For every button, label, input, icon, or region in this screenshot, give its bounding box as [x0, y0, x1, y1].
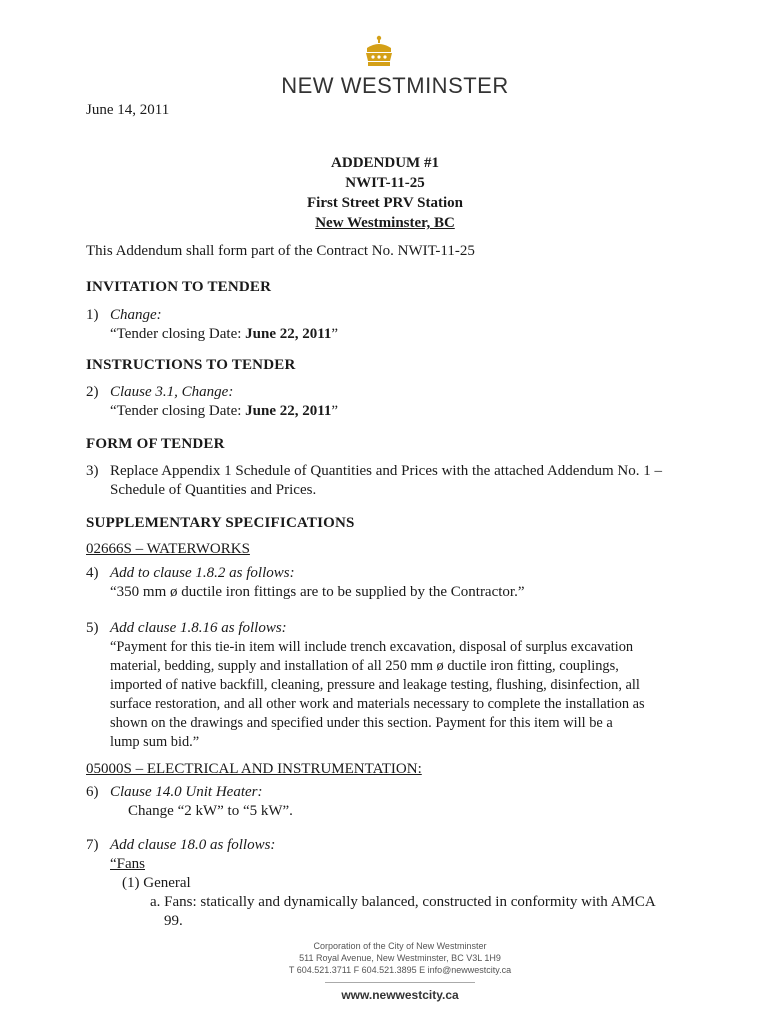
item-5-number: 5) — [86, 620, 99, 636]
item-4-text: “350 mm ø ductile iron fittings are to be supplied by the Contractor.” — [110, 584, 525, 600]
organization-name: NEW WESTMINSTER — [281, 73, 509, 98]
item-4-number: 4) — [86, 565, 99, 581]
crown-icon — [362, 34, 396, 68]
item-1-number: 1) — [86, 307, 99, 323]
item-7-heading: Add clause 18.0 as follows: — [110, 837, 276, 853]
item-2 — [86, 383, 686, 421]
item-6-heading: Clause 14.0 Unit Heater: — [110, 784, 263, 800]
item-2-heading: Clause 3.1, Change: — [110, 384, 234, 400]
footer-website: www.newwestcity.ca — [341, 988, 459, 1002]
footer-corporation: Corporation of the City of New Westminster — [313, 941, 487, 951]
item-7-general: (1) General — [122, 875, 191, 891]
item-7 — [86, 836, 686, 931]
item-6-number: 6) — [86, 784, 99, 800]
document-date: June 14, 2011 — [86, 102, 170, 118]
subsection-electrical: 05000S – ELECTRICAL AND INSTRUMENTATION: — [86, 761, 422, 777]
item-5-heading: Add clause 1.8.16 as follows: — [110, 620, 287, 636]
footer-address: 511 Royal Avenue, New Westminster, BC V3L 1H9 — [299, 953, 501, 963]
item-4 — [86, 564, 686, 602]
item-5-line: “Payment for this tie-in item will include trench excavation, disposal of surplus excavation — [110, 639, 634, 655]
subsection-waterworks: 02666S – WATERWORKS — [86, 541, 250, 557]
item-5-line: shown on the drawings and specified under this section. Payment for this item will be a — [110, 715, 613, 731]
item-7-subheading: “Fans — [110, 856, 145, 872]
document-titles — [0, 153, 770, 233]
title-addendum: ADDENDUM #1 — [331, 155, 439, 171]
item-2-text: “Tender closing Date: June 22, 2011” — [110, 403, 339, 419]
item-3 — [86, 462, 706, 500]
item-4-heading: Add to clause 1.8.2 as follows: — [110, 565, 295, 581]
title-project: First Street PRV Station — [307, 195, 463, 211]
footer-contact: T 604.521.3711 F 604.521.3895 E info@newwestcity.ca — [288, 965, 512, 975]
item-1-text: “Tender closing Date: June 22, 2011” — [110, 326, 339, 342]
section-instructions: INSTRUCTIONS TO TENDER — [86, 357, 296, 373]
title-location: New Westminster, BC — [315, 215, 455, 231]
item-3-number: 3) — [86, 463, 99, 479]
item-6-text: Change “2 kW” to “5 kW”. — [128, 803, 293, 819]
title-contract-number: NWIT-11-25 — [345, 175, 425, 191]
item-2-number: 2) — [86, 384, 99, 400]
item-5-line: material, bedding, supply and installation of all 250 mm ø ductile iron fitting, couplings, — [110, 658, 619, 674]
item-7-a-line2: 99. — [164, 913, 183, 929]
intro-text: This Addendum shall form part of the Contract No. NWIT-11-25 — [86, 243, 475, 259]
item-7-a-line1: a. Fans: statically and dynamically balanced, constructed in conformity with AMCA — [150, 894, 656, 910]
section-invitation: INVITATION TO TENDER — [86, 279, 272, 295]
item-3-line2: Schedule of Quantities and Prices. — [110, 482, 317, 498]
item-7-number: 7) — [86, 837, 99, 853]
item-6 — [86, 783, 686, 821]
item-3-line1: Replace Appendix 1 Schedule of Quantities and Prices with the attached Addendum No. 1 – — [110, 463, 662, 479]
item-1-heading: Change: — [110, 307, 162, 323]
item-5 — [86, 619, 706, 752]
section-supplementary: SUPPLEMENTARY SPECIFICATIONS — [86, 515, 355, 531]
item-1 — [86, 306, 686, 344]
footer-divider — [325, 982, 475, 983]
section-form-of-tender: FORM OF TENDER — [86, 436, 225, 452]
footer — [0, 940, 770, 1001]
item-5-line: surface restoration, and all other work and materials necessary to complete the installation as — [110, 696, 645, 712]
item-5-line: lump sum bid.” — [110, 734, 200, 750]
item-5-line: imported of native backfill, cleaning, pressure and leakage testing, flushing, disinfection, all — [110, 677, 640, 693]
